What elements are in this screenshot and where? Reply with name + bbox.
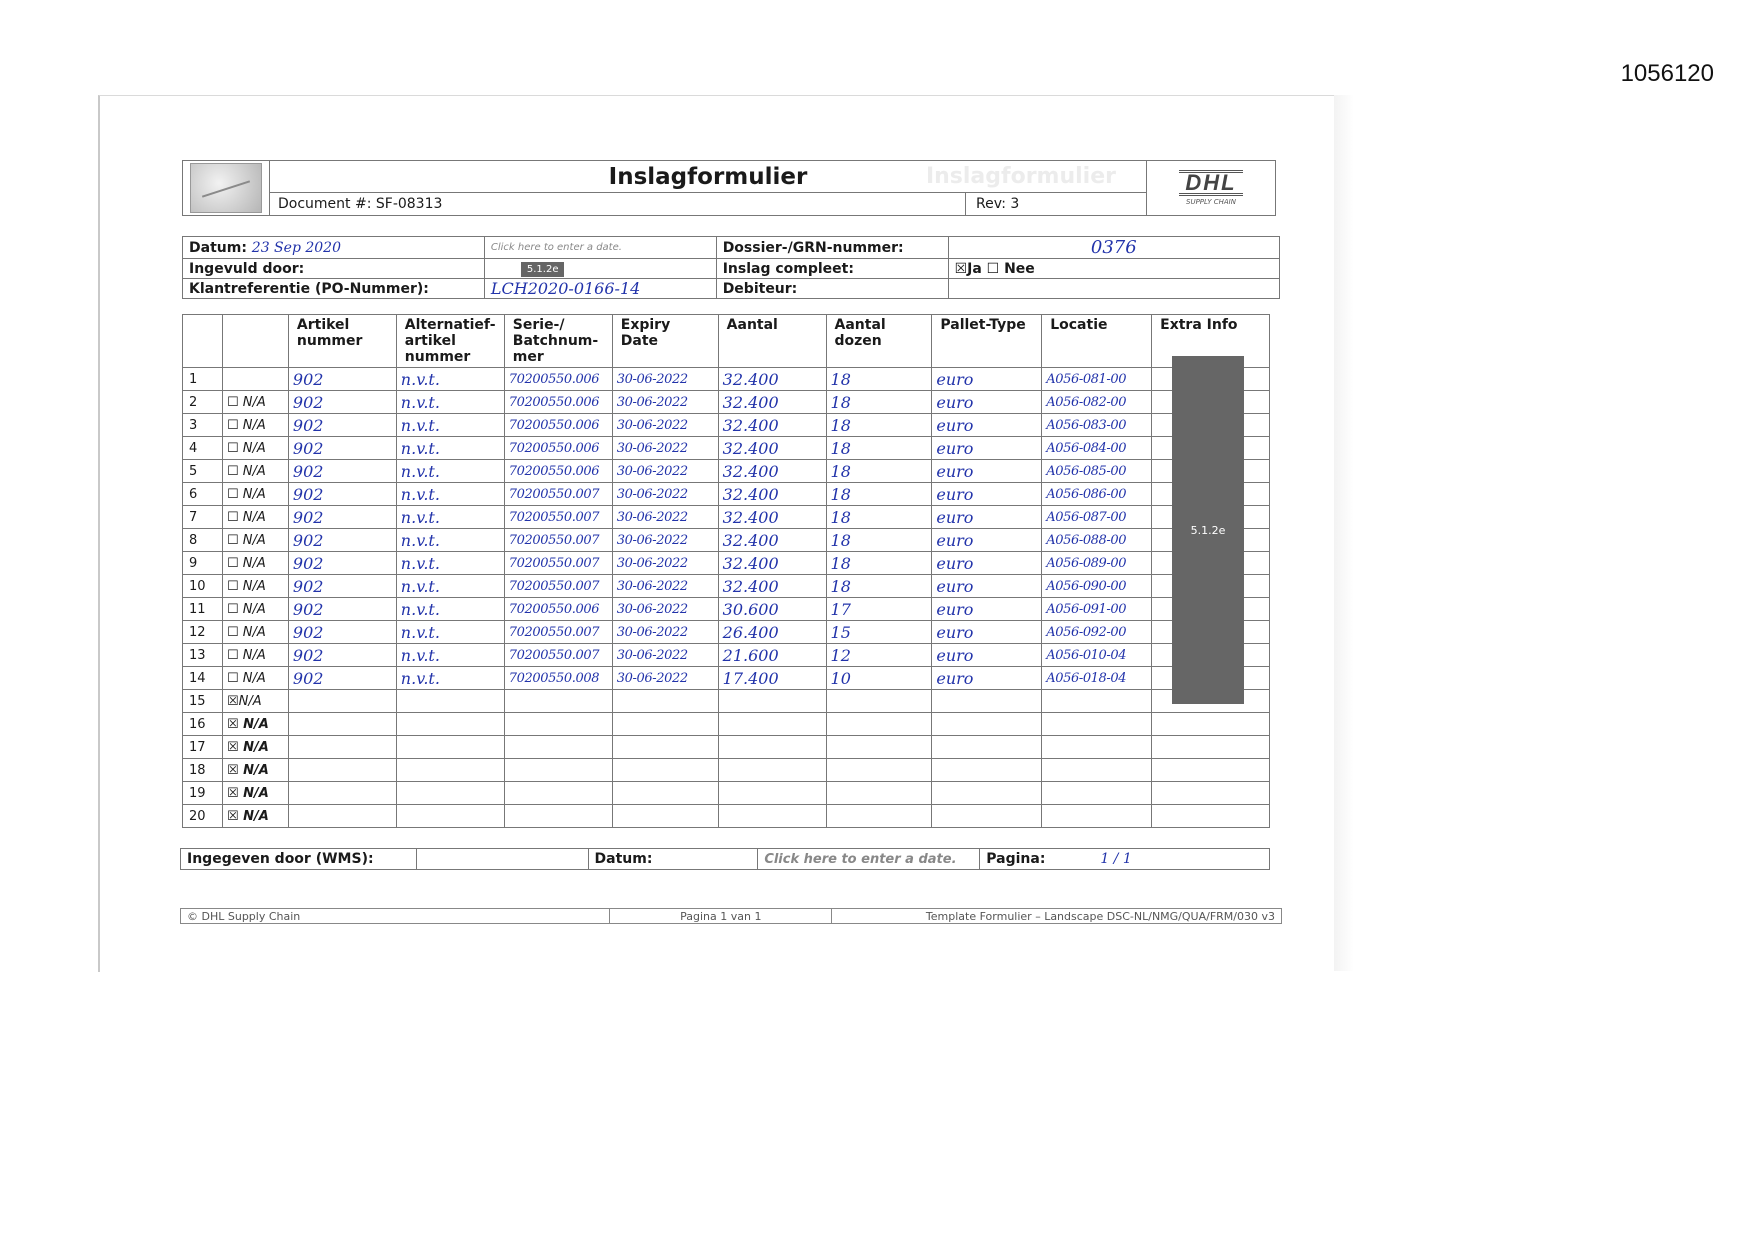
table-row: [183, 575, 1270, 598]
ingegeven-value[interactable]: [416, 849, 588, 870]
locatie-cell[interactable]: A056-083-00: [1042, 414, 1152, 437]
table-header-row: [183, 315, 1270, 368]
pallet-cell[interactable]: euro: [932, 391, 1042, 414]
artikel-cell[interactable]: 902: [288, 460, 396, 483]
dozen-cell[interactable]: 18: [826, 552, 932, 575]
table-row: [183, 736, 1270, 759]
info-table: [182, 236, 1280, 299]
klant-cell: [484, 279, 716, 299]
na-checkbox[interactable]: ☐ N/A: [222, 483, 288, 506]
form-title-ghost: Inslagformulier: [925, 164, 1116, 189]
alternatief-cell[interactable]: n.v.t.: [396, 460, 504, 483]
dozen-cell[interactable]: 18: [826, 414, 932, 437]
page-footer-row: [181, 909, 1282, 924]
na-checkbox[interactable]: ☐ N/A: [222, 621, 288, 644]
expiry-cell[interactable]: 30-06-2022: [612, 598, 718, 621]
na-checkbox[interactable]: ☒ N/A: [222, 759, 288, 782]
table-row: [183, 506, 1270, 529]
footer-datum-label: Datum:: [588, 849, 758, 870]
template-id: Template Formulier – Landscape DSC-NL/NMG/QUA/FRM/030 v3: [832, 909, 1282, 924]
alternatief-cell[interactable]: [396, 759, 504, 782]
wms-row: [181, 849, 1270, 870]
col-header-aantal: Aantal: [718, 315, 826, 368]
locatie-cell[interactable]: A056-085-00: [1042, 460, 1152, 483]
pallet-cell[interactable]: euro: [932, 368, 1042, 391]
aantal-cell[interactable]: 21.600: [718, 644, 826, 667]
row-number: 14: [183, 667, 223, 690]
page-footer: [180, 908, 1282, 924]
pallet-cell[interactable]: euro: [932, 506, 1042, 529]
col-header-pallet: Pallet-Type: [932, 315, 1042, 368]
col-header-artikel: Artikel nummer: [288, 315, 396, 368]
na-checkbox[interactable]: ☒ N/A: [222, 805, 288, 828]
table-row: [183, 759, 1270, 782]
batch-cell[interactable]: 70200550.007: [504, 552, 612, 575]
expiry-cell[interactable]: 30-06-2022: [612, 506, 718, 529]
inslag-value[interactable]: ☒Ja ☐ Nee: [948, 259, 1279, 279]
locatie-cell[interactable]: A056-090-00: [1042, 575, 1152, 598]
alternatief-cell[interactable]: [396, 713, 504, 736]
aantal-cell[interactable]: 32.400: [718, 483, 826, 506]
col-header-expiry: Expiry Date: [612, 315, 718, 368]
aantal-cell[interactable]: [718, 782, 826, 805]
ingevuld-label: Ingevuld door:: [183, 259, 485, 279]
alternatief-cell[interactable]: n.v.t.: [396, 414, 504, 437]
locatie-cell[interactable]: A056-010-04: [1042, 644, 1152, 667]
alternatief-cell[interactable]: n.v.t.: [396, 368, 504, 391]
dossier-value[interactable]: 0376: [1090, 237, 1137, 258]
dozen-cell[interactable]: [826, 736, 932, 759]
alternatief-cell[interactable]: [396, 736, 504, 759]
alternatief-cell[interactable]: n.v.t.: [396, 483, 504, 506]
artikel-cell[interactable]: 902: [288, 506, 396, 529]
col-header-locatie: Locatie: [1042, 315, 1152, 368]
artikel-cell[interactable]: 902: [288, 644, 396, 667]
artikel-cell[interactable]: [288, 690, 396, 713]
row-number: 19: [183, 782, 223, 805]
artikel-cell[interactable]: [288, 759, 396, 782]
table-row: [183, 391, 1270, 414]
aantal-cell[interactable]: [718, 690, 826, 713]
dozen-cell[interactable]: 18: [826, 460, 932, 483]
dozen-cell[interactable]: [826, 690, 932, 713]
dhl-logo: [1147, 161, 1275, 215]
dhl-logo-sub: SUPPLY CHAIN: [1186, 198, 1236, 206]
artikel-cell[interactable]: 902: [288, 368, 396, 391]
pallet-cell[interactable]: [932, 736, 1042, 759]
batch-cell[interactable]: [504, 759, 612, 782]
row-number: 2: [183, 391, 223, 414]
pallet-cell[interactable]: euro: [932, 598, 1042, 621]
row-number: 11: [183, 598, 223, 621]
table-row: [183, 414, 1270, 437]
row-number: 13: [183, 644, 223, 667]
aantal-cell[interactable]: 32.400: [718, 460, 826, 483]
aantal-cell[interactable]: [718, 736, 826, 759]
batch-cell[interactable]: [504, 713, 612, 736]
expiry-cell[interactable]: 30-06-2022: [612, 644, 718, 667]
na-checkbox[interactable]: ☐ N/A: [222, 667, 288, 690]
artikel-cell[interactable]: [288, 736, 396, 759]
form-title: Inslagformulier: [608, 163, 808, 190]
na-checkbox[interactable]: [222, 368, 288, 391]
artikel-cell[interactable]: 902: [288, 621, 396, 644]
alternatief-cell[interactable]: [396, 782, 504, 805]
dozen-cell[interactable]: 18: [826, 437, 932, 460]
artikel-cell[interactable]: 902: [288, 667, 396, 690]
locatie-cell[interactable]: A056-018-04: [1042, 667, 1152, 690]
ingevuld-redaction: 5.1.2e: [521, 262, 565, 277]
batch-cell[interactable]: [504, 805, 612, 828]
klant-label: Klantreferentie (PO-Nummer):: [183, 279, 485, 299]
col-header-extra-info: Extra Info: [1152, 315, 1270, 368]
dozen-cell[interactable]: [826, 782, 932, 805]
row-number: 18: [183, 759, 223, 782]
expiry-cell[interactable]: [612, 736, 718, 759]
locatie-cell[interactable]: A056-086-00: [1042, 483, 1152, 506]
wms-footer: [180, 848, 1270, 870]
col-header-nr: [183, 315, 223, 368]
pallet-cell[interactable]: euro: [932, 667, 1042, 690]
locatie-cell[interactable]: A056-084-00: [1042, 437, 1152, 460]
aantal-cell[interactable]: 17.400: [718, 667, 826, 690]
alternatief-cell[interactable]: n.v.t.: [396, 621, 504, 644]
expiry-cell[interactable]: [612, 759, 718, 782]
expiry-cell[interactable]: [612, 805, 718, 828]
na-checkbox[interactable]: ☐ N/A: [222, 391, 288, 414]
pagina-cell: [980, 849, 1270, 870]
table-row: [183, 552, 1270, 575]
dossier-cell: [948, 237, 1279, 259]
batch-cell[interactable]: 70200550.007: [504, 621, 612, 644]
alternatief-cell[interactable]: n.v.t.: [396, 598, 504, 621]
row-number: 15: [183, 690, 223, 713]
row-number: 9: [183, 552, 223, 575]
batch-cell[interactable]: 70200550.006: [504, 598, 612, 621]
pagina-value[interactable]: 1 / 1: [1100, 851, 1132, 867]
na-checkbox[interactable]: ☒ N/A: [222, 782, 288, 805]
aantal-cell[interactable]: 32.400: [718, 414, 826, 437]
aantal-cell[interactable]: 32.400: [718, 552, 826, 575]
table-row: [183, 529, 1270, 552]
batch-cell[interactable]: 70200550.006: [504, 414, 612, 437]
klant-value[interactable]: LCH2020-0166-14: [490, 279, 641, 298]
pagina-label: Pagina:: [986, 851, 1046, 867]
batch-cell[interactable]: 70200550.006: [504, 460, 612, 483]
locatie-cell[interactable]: A056-088-00: [1042, 529, 1152, 552]
dozen-cell[interactable]: [826, 759, 932, 782]
col-header-na: [222, 315, 288, 368]
row-number: 17: [183, 736, 223, 759]
batch-cell[interactable]: 70200550.006: [504, 368, 612, 391]
dozen-cell[interactable]: 17: [826, 598, 932, 621]
na-checkbox[interactable]: ☐ N/A: [222, 460, 288, 483]
col-header-alternatief: Alternatief-artikel nummer: [396, 315, 504, 368]
na-checkbox[interactable]: ☐ N/A: [222, 575, 288, 598]
page-of: Pagina 1 van 1: [610, 909, 832, 924]
table-row: [183, 805, 1270, 828]
dozen-cell[interactable]: 18: [826, 391, 932, 414]
revision: Rev: 3: [965, 193, 1146, 215]
row-number: 5: [183, 460, 223, 483]
aantal-cell[interactable]: [718, 805, 826, 828]
na-checkbox[interactable]: ☐ N/A: [222, 529, 288, 552]
ingegeven-label: Ingegeven door (WMS):: [181, 849, 417, 870]
dozen-cell[interactable]: 15: [826, 621, 932, 644]
dossier-label: Dossier-/GRN-nummer:: [716, 237, 948, 259]
artikel-cell[interactable]: 902: [288, 598, 396, 621]
extra-info-cell[interactable]: [1152, 759, 1270, 782]
row-number: 7: [183, 506, 223, 529]
pallet-cell[interactable]: euro: [932, 644, 1042, 667]
artikel-cell[interactable]: 902: [288, 575, 396, 598]
datum-value[interactable]: 23 Sep 2020: [251, 239, 341, 256]
dozen-cell[interactable]: [826, 805, 932, 828]
batch-cell[interactable]: 70200550.007: [504, 575, 612, 598]
aantal-cell[interactable]: [718, 713, 826, 736]
batch-cell[interactable]: 70200550.007: [504, 644, 612, 667]
scan-edge: [1334, 95, 1354, 971]
info-row-datum: [183, 237, 1280, 259]
na-checkbox[interactable]: ☐ N/A: [222, 506, 288, 529]
batch-cell[interactable]: 70200550.007: [504, 506, 612, 529]
table-body: [183, 368, 1270, 828]
na-checkbox[interactable]: ☐ N/A: [222, 437, 288, 460]
expiry-cell[interactable]: 30-06-2022: [612, 575, 718, 598]
locatie-cell[interactable]: [1042, 759, 1152, 782]
locatie-cell[interactable]: [1042, 736, 1152, 759]
na-checkbox[interactable]: ☐ N/A: [222, 414, 288, 437]
batch-cell[interactable]: [504, 690, 612, 713]
table-row: [183, 690, 1270, 713]
pallet-cell[interactable]: euro: [932, 575, 1042, 598]
row-number: 10: [183, 575, 223, 598]
alternatief-cell[interactable]: n.v.t.: [396, 506, 504, 529]
aantal-cell[interactable]: 26.400: [718, 621, 826, 644]
na-checkbox[interactable]: ☒ N/A: [222, 736, 288, 759]
batch-cell[interactable]: [504, 782, 612, 805]
locatie-cell[interactable]: [1042, 805, 1152, 828]
artikel-cell[interactable]: 902: [288, 529, 396, 552]
expiry-cell[interactable]: 30-06-2022: [612, 667, 718, 690]
row-number: 12: [183, 621, 223, 644]
aantal-cell[interactable]: 32.400: [718, 368, 826, 391]
locatie-cell[interactable]: [1042, 782, 1152, 805]
datum-label: Datum:: [189, 239, 247, 256]
pallet-cell[interactable]: [932, 690, 1042, 713]
alternatief-cell[interactable]: [396, 805, 504, 828]
locatie-cell[interactable]: A056-091-00: [1042, 598, 1152, 621]
ingevuld-cell: [484, 259, 716, 279]
dozen-cell[interactable]: 18: [826, 529, 932, 552]
table-row: [183, 598, 1270, 621]
table-row: [183, 667, 1270, 690]
aantal-cell[interactable]: 32.400: [718, 391, 826, 414]
extra-info-cell[interactable]: [1152, 782, 1270, 805]
batch-cell[interactable]: 70200550.006: [504, 391, 612, 414]
locatie-cell[interactable]: A056-092-00: [1042, 621, 1152, 644]
pallet-cell[interactable]: euro: [932, 414, 1042, 437]
artikel-cell[interactable]: [288, 713, 396, 736]
aantal-cell[interactable]: 32.400: [718, 506, 826, 529]
table-row: [183, 713, 1270, 736]
items-table: [182, 314, 1270, 828]
aantal-cell[interactable]: [718, 759, 826, 782]
row-number: 16: [183, 713, 223, 736]
aantal-cell[interactable]: 32.400: [718, 437, 826, 460]
alternatief-cell[interactable]: n.v.t.: [396, 644, 504, 667]
table-row: [183, 483, 1270, 506]
dozen-cell[interactable]: 18: [826, 483, 932, 506]
row-number: 1: [183, 368, 223, 391]
alternatief-cell[interactable]: n.v.t.: [396, 437, 504, 460]
table-row: [183, 621, 1270, 644]
dozen-cell[interactable]: 18: [826, 575, 932, 598]
row-number: 3: [183, 414, 223, 437]
aantal-cell[interactable]: 30.600: [718, 598, 826, 621]
alternatief-cell[interactable]: n.v.t.: [396, 575, 504, 598]
datum-hint[interactable]: Click here to enter a date.: [484, 237, 716, 259]
document-number: Document #: SF-08313: [278, 196, 443, 212]
expiry-cell[interactable]: 30-06-2022: [612, 529, 718, 552]
dhl-logo-text: DHL: [1179, 170, 1242, 196]
table-row: [183, 437, 1270, 460]
copyright: © DHL Supply Chain: [181, 909, 610, 924]
locatie-cell[interactable]: A056-081-00: [1042, 368, 1152, 391]
alternatief-cell[interactable]: n.v.t.: [396, 667, 504, 690]
pallet-cell[interactable]: euro: [932, 437, 1042, 460]
pallet-cell[interactable]: euro: [932, 460, 1042, 483]
artikel-cell[interactable]: 902: [288, 414, 396, 437]
row-number: 20: [183, 805, 223, 828]
locatie-cell[interactable]: A056-089-00: [1042, 552, 1152, 575]
dozen-cell[interactable]: 18: [826, 368, 932, 391]
dozen-cell[interactable]: 10: [826, 667, 932, 690]
extra-info-cell[interactable]: [1152, 805, 1270, 828]
extra-info-redaction: 5.1.2e: [1172, 356, 1244, 704]
inslag-label: Inslag compleet:: [716, 259, 948, 279]
locatie-cell[interactable]: [1042, 690, 1152, 713]
dozen-cell[interactable]: [826, 713, 932, 736]
dozen-cell[interactable]: 12: [826, 644, 932, 667]
document-id: 1056120: [1620, 60, 1714, 87]
seal-icon: [190, 163, 262, 213]
pallet-cell[interactable]: euro: [932, 529, 1042, 552]
expiry-cell[interactable]: [612, 690, 718, 713]
expiry-cell[interactable]: 30-06-2022: [612, 460, 718, 483]
title-block: [270, 161, 1147, 215]
artikel-cell[interactable]: 902: [288, 437, 396, 460]
doc-meta-row: [270, 192, 1146, 215]
table-row: [183, 644, 1270, 667]
pallet-cell[interactable]: [932, 805, 1042, 828]
artikel-cell[interactable]: [288, 805, 396, 828]
expiry-cell[interactable]: [612, 782, 718, 805]
pallet-cell[interactable]: euro: [932, 552, 1042, 575]
pallet-cell[interactable]: [932, 782, 1042, 805]
artikel-cell[interactable]: 902: [288, 552, 396, 575]
na-checkbox[interactable]: ☒ N/A: [222, 713, 288, 736]
expiry-cell[interactable]: 30-06-2022: [612, 621, 718, 644]
pallet-cell[interactable]: euro: [932, 483, 1042, 506]
pallet-cell[interactable]: [932, 759, 1042, 782]
na-checkbox[interactable]: ☐ N/A: [222, 552, 288, 575]
expiry-cell[interactable]: 30-06-2022: [612, 552, 718, 575]
expiry-cell[interactable]: 30-06-2022: [612, 437, 718, 460]
col-header-batch: Serie-/ Batchnum-mer: [504, 315, 612, 368]
datum-cell: [183, 237, 485, 259]
col-header-dozen: Aantal dozen: [826, 315, 932, 368]
batch-cell[interactable]: 70200550.007: [504, 529, 612, 552]
pallet-cell[interactable]: euro: [932, 621, 1042, 644]
batch-cell[interactable]: 70200550.006: [504, 437, 612, 460]
artikel-cell[interactable]: 902: [288, 391, 396, 414]
na-checkbox[interactable]: ☐ N/A: [222, 644, 288, 667]
pallet-cell[interactable]: [932, 713, 1042, 736]
form-header: [182, 160, 1276, 216]
table-row: [183, 782, 1270, 805]
footer-date-hint[interactable]: Click here to enter a date.: [758, 849, 980, 870]
aantal-cell[interactable]: 32.400: [718, 575, 826, 598]
artikel-cell[interactable]: 902: [288, 483, 396, 506]
na-checkbox[interactable]: ☒N/A: [222, 690, 288, 713]
row-number: 4: [183, 437, 223, 460]
locatie-cell[interactable]: A056-082-00: [1042, 391, 1152, 414]
seal-logo-cell: [183, 161, 270, 215]
table-row: [183, 368, 1270, 391]
title-row: [270, 161, 1146, 192]
locatie-cell[interactable]: [1042, 713, 1152, 736]
expiry-cell[interactable]: 30-06-2022: [612, 368, 718, 391]
info-row-ingevuld: [183, 259, 1280, 279]
artikel-cell[interactable]: [288, 782, 396, 805]
alternatief-cell[interactable]: n.v.t.: [396, 552, 504, 575]
row-number: 8: [183, 529, 223, 552]
row-number: 6: [183, 483, 223, 506]
batch-cell[interactable]: 70200550.007: [504, 483, 612, 506]
alternatief-cell[interactable]: [396, 690, 504, 713]
locatie-cell[interactable]: A056-087-00: [1042, 506, 1152, 529]
debiteur-value[interactable]: [948, 279, 1279, 299]
extra-info-cell[interactable]: [1152, 736, 1270, 759]
alternatief-cell[interactable]: n.v.t.: [396, 529, 504, 552]
expiry-cell[interactable]: 30-06-2022: [612, 483, 718, 506]
aantal-cell[interactable]: 32.400: [718, 529, 826, 552]
na-checkbox[interactable]: ☐ N/A: [222, 598, 288, 621]
extra-info-cell[interactable]: [1152, 713, 1270, 736]
batch-cell[interactable]: [504, 736, 612, 759]
expiry-cell[interactable]: 30-06-2022: [612, 414, 718, 437]
expiry-cell[interactable]: [612, 713, 718, 736]
debiteur-label: Debiteur:: [716, 279, 948, 299]
table-row: [183, 460, 1270, 483]
alternatief-cell[interactable]: n.v.t.: [396, 391, 504, 414]
expiry-cell[interactable]: 30-06-2022: [612, 391, 718, 414]
batch-cell[interactable]: 70200550.008: [504, 667, 612, 690]
info-row-klant: [183, 279, 1280, 299]
dozen-cell[interactable]: 18: [826, 506, 932, 529]
